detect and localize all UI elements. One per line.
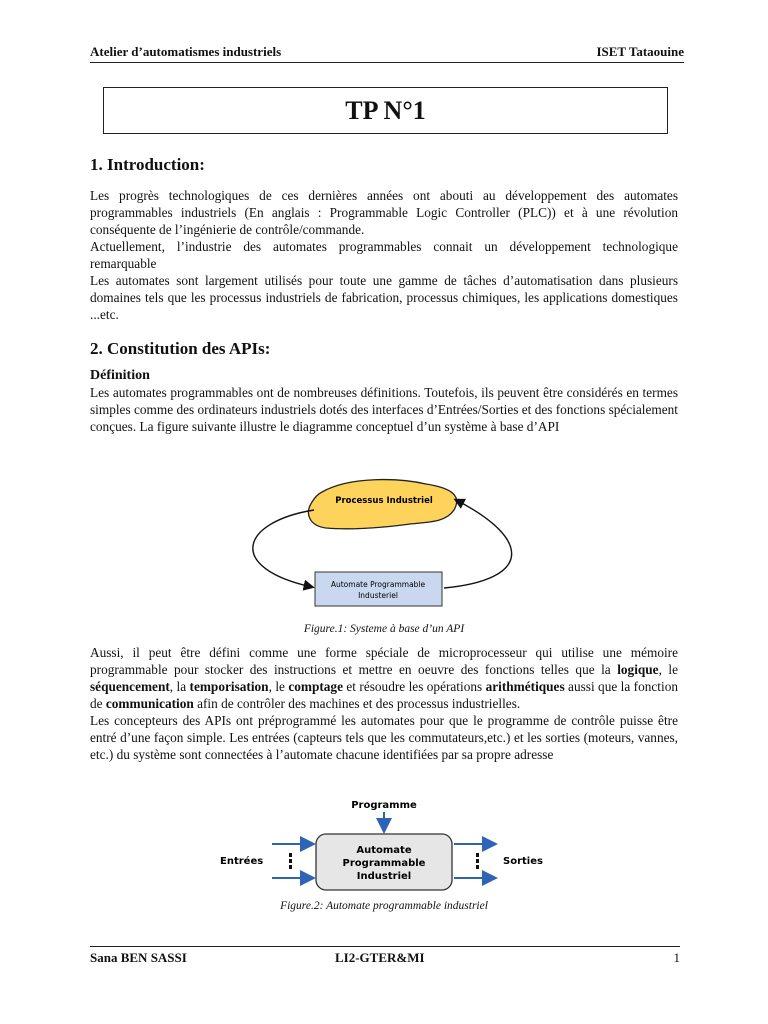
outputs-label: Sorties [503, 856, 543, 867]
header-course-title: Atelier d’automatismes industriels [90, 44, 282, 59]
term-logique: logique [617, 662, 659, 677]
text-run: , le [268, 679, 289, 694]
plc-box [315, 572, 442, 606]
section-2-heading: 2. Constitution des APIs: [90, 339, 271, 358]
text-run: , le [658, 662, 678, 677]
section-1-body [90, 187, 678, 323]
process-label: Processus Industriel [335, 496, 433, 506]
definition-paragraph: Les automates programmables ont de nombreuses définitions. Toutefois, ils peuvent être considérés en termes simples comme des ordinateurs industriels dotés des interfaces d’Entrées/Sorties et des fonctions spécialement conçues. La figure suivante illustre le diagramme conceptuel d’un système à base d’API [90, 385, 678, 434]
term-sequencement: séquencement [90, 679, 170, 694]
plc-label-line-2: Industeriel [358, 591, 398, 600]
plc-block-line-1: Automate [356, 845, 412, 856]
intro-paragraph-1: Les progrès technologiques de ces dernières années ont abouti au développement des automates programmables industriels (En anglais : Programmable Logic Controller (PLC)) et à une révolution conséquente de l’ingénierie de contrôle/commande. [90, 188, 678, 237]
text-run: Aussi, il peut être défini comme une forme spéciale de microprocesseur qui utilise une mémoire programmable pour stocker des instructions et mettre en oeuvre des fonctions telles que la [90, 645, 678, 677]
footer-class: LI2-GTER&MI [335, 950, 425, 965]
footer-author: Sana BEN SASSI [90, 950, 187, 965]
section-introduction [90, 155, 678, 175]
figure-1-caption: Figure.1: Systeme à base d’un API [303, 623, 465, 635]
text-run: afin de contrôler des machines et des processus industrielles. [193, 696, 521, 711]
inputs-ellipsis [289, 853, 292, 869]
definition-paragraph-2 [90, 644, 678, 712]
term-temporisation: temporisation [189, 679, 269, 694]
plc-block-line-3: Industriel [356, 871, 412, 882]
inputs-label: Entrées [220, 856, 264, 867]
text-run: aussi que la fonction de [90, 679, 678, 711]
figure-2-diagram [218, 796, 552, 894]
term-arithmetiques: arithmétiques [485, 679, 565, 694]
term-communication: communication [105, 696, 194, 711]
definition-subheading: Définition [90, 368, 150, 383]
figure-2-caption: Figure.2: Automate programmable industriel [280, 900, 488, 912]
section-1-heading: 1. Introduction: [90, 155, 205, 174]
plc-label-line-1: Automate Programmable [330, 580, 426, 589]
section-constitution [90, 339, 678, 359]
program-label: Programme [351, 800, 417, 811]
figure-1-diagram [230, 470, 540, 618]
term-comptage: comptage [288, 679, 343, 694]
plc-block-line-2: Programmable [342, 858, 426, 869]
arrow-process-to-plc [253, 510, 314, 587]
page-title: TP N°1 [345, 96, 426, 125]
text-run: et résoudre les opérations [342, 679, 486, 694]
footer-page-number: 1 [673, 950, 680, 965]
header-institution: ISET Tataouine [596, 44, 684, 59]
definition-paragraph-3: Les concepteurs des APIs ont préprogrammé les automates pour que le programme de contrôle puisse être entré d’une façon simple. Les entrées (capteurs tels que les commutateurs,etc.) et les sorties (moteurs, vannes, etc.) du système sont connectées à l’automate chacune identifiées par sa propre adresse [90, 713, 678, 762]
arrow-plc-to-process [444, 500, 512, 588]
outputs-ellipsis [476, 853, 479, 869]
intro-paragraph-2: Actuellement, l’industrie des automates programmables connait un développement technologique remarquable [90, 239, 678, 271]
page-footer [90, 946, 680, 965]
section-2-body [90, 368, 678, 435]
title-box [103, 87, 668, 134]
text-run: , la [169, 679, 190, 694]
page-header [90, 42, 684, 63]
section-2-body-continued [90, 644, 678, 763]
intro-paragraph-3: Les automates sont largement utilisés pour toute une gamme de tâches d’automatisation dans plusieurs domaines tels que les processus industriels de fabrication, processus chimiques, les applications domestiques ...etc. [90, 273, 678, 322]
